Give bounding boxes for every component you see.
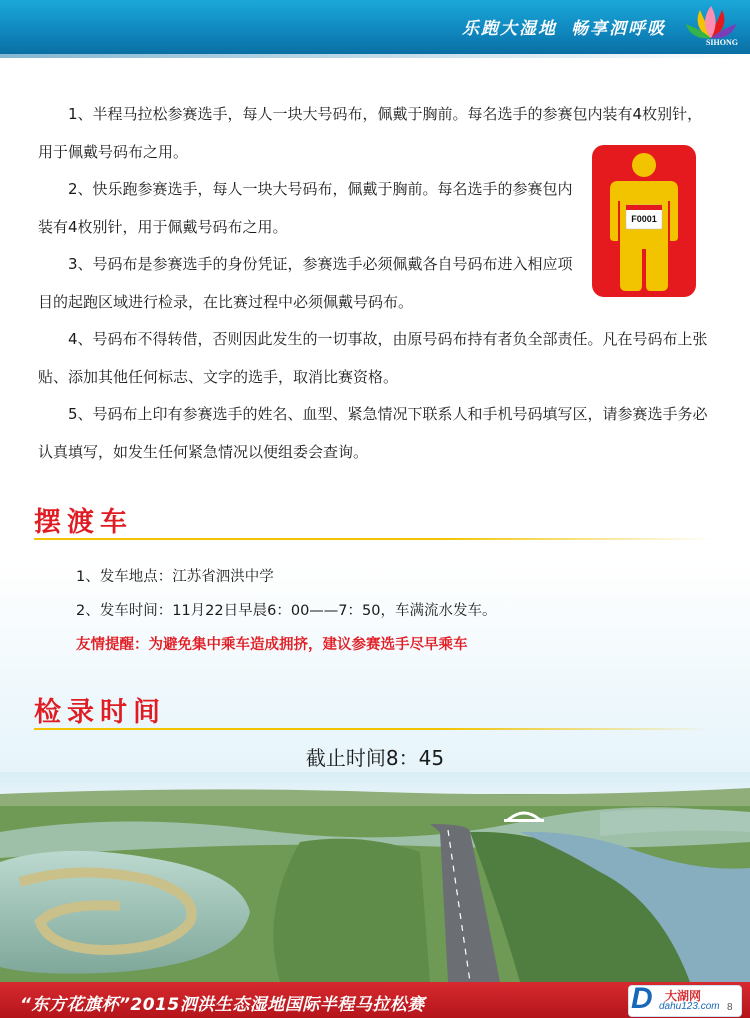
runner-bib-icon xyxy=(592,145,696,297)
shuttle-title: 摆渡车 xyxy=(34,507,133,538)
rule-item: 2、快乐跑参赛选手，每人一块大号码布，佩戴于胸前。每名选手的参赛包内装有4枚别针，用于佩戴号码布之用。 xyxy=(38,180,573,236)
checkin-title-rule xyxy=(34,728,714,730)
shuttle-item: 2、发车时间：11月22日早晨6：00——7：50，车满流水发车。 xyxy=(76,603,497,619)
bib-runner-card xyxy=(592,145,696,297)
dahu-watermark xyxy=(628,982,742,1017)
watermark-name: 大湖网 xyxy=(665,989,702,1003)
footer-title: “东方花旗杯”2015泗洪生态湿地国际半程马拉松赛 xyxy=(20,995,425,1015)
slogan-left: 乐跑大湿地 xyxy=(462,19,557,39)
shuttle-title-rule xyxy=(34,538,714,540)
shuttle-reminder: 友情提醒：为避免集中乘车造成拥挤，建议参赛选手尽早乘车 xyxy=(76,637,468,653)
page-number: 8 xyxy=(727,1002,733,1013)
header-slogan xyxy=(448,14,666,39)
shuttle-item: 1、发车地点：江苏省泗洪中学 xyxy=(76,569,274,585)
checkin-deadline: 截止时间8：45 xyxy=(305,746,445,770)
logo-text: SIHONG xyxy=(705,38,738,47)
rule-item: 5、号码布上印有参赛选手的姓名、血型、紧急情况下联系人和手机号码填写区，请参赛选手务必认真填写，如发生任何紧急情况以便组委会查询。 xyxy=(38,405,708,461)
slogan-right: 畅享泗呼吸 xyxy=(571,19,666,39)
rule-item: 3、号码布是参赛选手的身份凭证，参赛选手必须佩戴各自号码布进入相应项目的起跑区域进行检录，在比赛过程中必须佩戴号码布。 xyxy=(38,255,573,311)
bib-number: F0001 xyxy=(631,214,657,224)
watermark-url: dahu123.com xyxy=(659,1001,720,1012)
rule-item: 1、半程马拉松参赛选手，每人一块大号码布，佩戴于胸前。每名选手的参赛包内装有4枚别针，用于佩戴号码布之用。 xyxy=(38,105,703,161)
shuttle-info xyxy=(76,560,716,662)
wetland-landscape-image xyxy=(0,772,750,982)
rule-item: 4、号码布不得转借，否则因此发生的一切事故，由原号码布持有者负全部责任。凡在号码布上张贴、添加其他任何标志、文字的选手，取消比赛资格。 xyxy=(38,330,708,386)
watermark-logo-icon: D xyxy=(631,982,653,1015)
checkin-title: 检录时间 xyxy=(34,697,166,728)
